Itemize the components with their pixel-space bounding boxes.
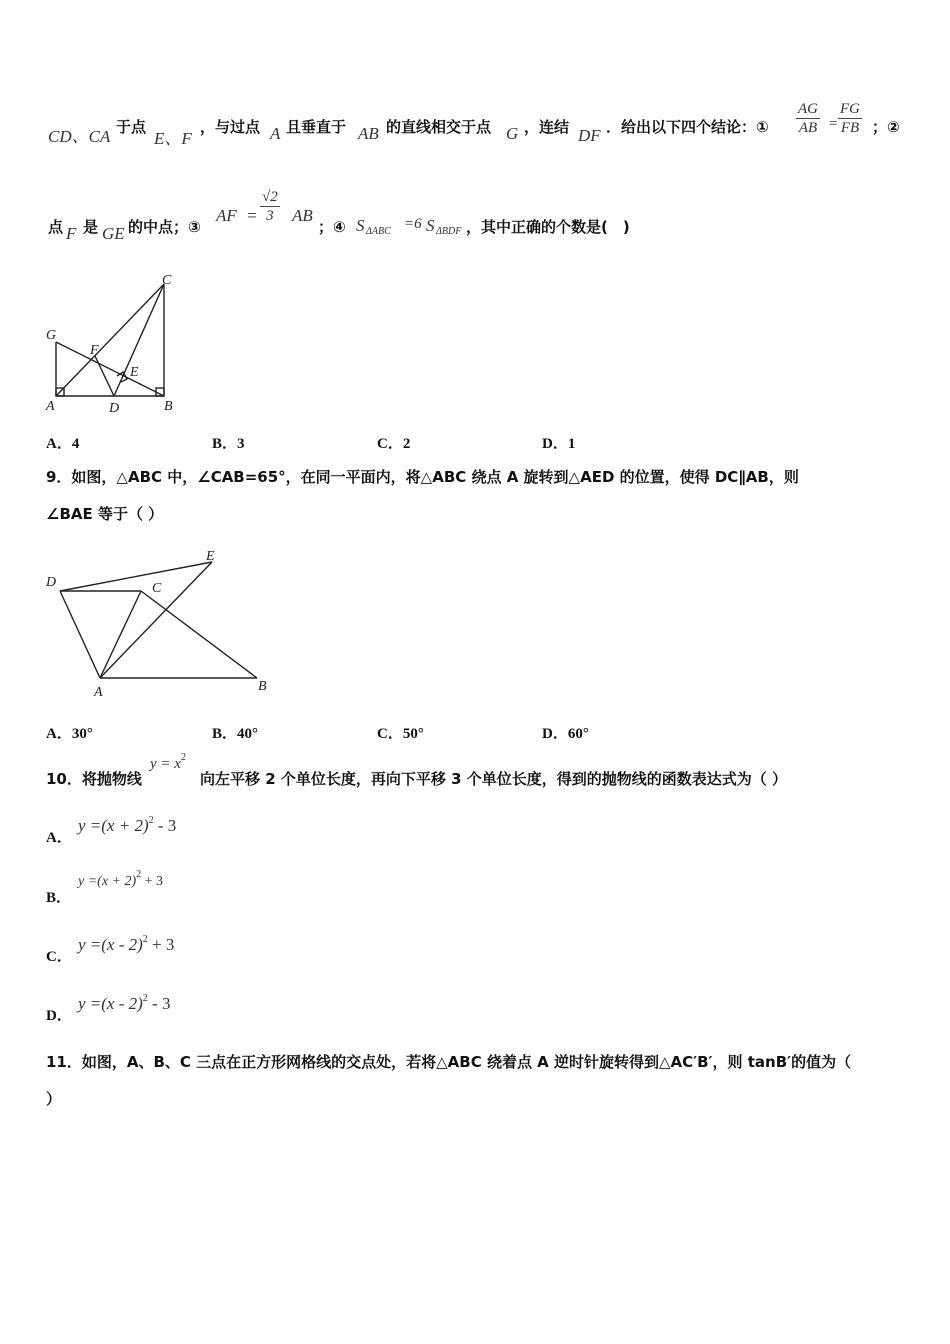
q8-two: ；② (872, 118, 900, 136)
q8-af: AF (216, 206, 237, 225)
q10-option-b-letter: B． (46, 890, 72, 906)
q8-zhixian: 的直线相交于点 (386, 118, 492, 136)
q10-option-a-letter: A． (46, 830, 72, 846)
q11-stem-line1: 11．如图，A、B、C 三点在正方形网格线的交点处，若将△ABC 绕着点 A 逆时针旋转得到△AC′B′，则 tanB′的值为（ (46, 1053, 852, 1071)
q8-frac-sqrt2-3: $\frac{√2}{3}$ (262, 189, 278, 224)
q8-option-b[interactable]: B．3 (212, 436, 245, 452)
q8-sub1: ΔABC (366, 226, 391, 237)
q9-figure (40, 542, 280, 702)
q8-label-b: B (164, 399, 173, 412)
q9-label-e: E (206, 549, 215, 564)
q9-option-a[interactable]: A．30° (46, 726, 93, 742)
q8-figure (40, 272, 190, 412)
q8-dian: 点 (48, 218, 64, 236)
q8-lianjie: ，连结 (524, 118, 570, 136)
q8-cdca: CD、CA (48, 127, 111, 146)
q8-frac-fg-fb: $\frac{FG}{FB}$ (840, 101, 860, 136)
q8-option-c[interactable]: C．2 (377, 436, 411, 452)
q8-f: F (66, 224, 77, 243)
q10-formula: $y = x^2$ (150, 752, 186, 772)
q8-ge: GE (102, 224, 125, 243)
q8-label-a: A (46, 399, 55, 412)
q9-option-d[interactable]: D．60° (542, 726, 589, 742)
q8-seg-ac (56, 284, 164, 396)
q8-label-g: G (46, 328, 57, 343)
q9-option-b[interactable]: B．40° (212, 726, 259, 742)
q8-ab: AB (358, 124, 379, 143)
q9-seg-ca (100, 591, 141, 678)
q8-option-d[interactable]: D．1 (542, 436, 576, 452)
q9-option-c[interactable]: C．50° (377, 726, 424, 742)
q8-label-c: C (162, 273, 172, 288)
q10-option-d-expr: y =(x - 2)$^2$ - 3 (78, 993, 171, 1013)
q9-stem-line2: ∠BAE 等于（ ） (46, 505, 164, 523)
q11-stem-line2: ） (46, 1090, 62, 1108)
q8-s1: S (356, 216, 365, 235)
q10-option-d-letter: D． (46, 1008, 72, 1024)
q8-frac-ag-ab: $\frac{AG}{AB}$ (798, 101, 818, 136)
q10-option-a-expr: $y =(x + 2)^2 - 3$ (78, 815, 177, 835)
q8-option-a[interactable]: A．4 (46, 436, 80, 452)
q8-frac-eq: = (828, 116, 839, 132)
q8-jielun: ．给出以下四个结论：① (606, 118, 769, 136)
q9-stem-line1: 9．如图，△ABC 中，∠CAB=65°，在同一平面内，将△ABC 绕点 A 旋转到△AED 的位置，使得 DC∥AB，则 (46, 468, 799, 486)
q9-label-d: D (46, 575, 57, 590)
q9-label-c: C (152, 581, 162, 596)
q8-ab2: AB (292, 206, 313, 225)
q9-seg-ea (100, 562, 212, 678)
q8-s2: S (426, 216, 435, 235)
q9-label-a: A (94, 685, 103, 700)
q8-seg-df (95, 356, 114, 396)
q8-yudian: 于点 (116, 118, 147, 136)
q8-a: A (270, 124, 281, 143)
q10-option-b-expr: $y =(x + 2)^2 + 3$ (78, 869, 164, 889)
q8-end: ，其中正确的个数是( ) (466, 218, 630, 236)
q8-eq6: =6 (404, 216, 422, 232)
q8-label-f: F (90, 343, 99, 358)
q8-label-e: E (130, 365, 139, 380)
q8-zhongdian: 的中点；③ (128, 218, 201, 236)
q8-seg-cd (114, 284, 164, 396)
q8-label-d: D (109, 401, 120, 412)
q8-g: G (506, 124, 519, 143)
q8-qiechuizhi: 且垂直于 (286, 118, 347, 136)
q8-four: ；④ (318, 218, 346, 236)
q8-yuguodian: ，与过点 (200, 118, 261, 136)
q9-seg-de (60, 562, 212, 591)
q9-label-b: B (258, 679, 267, 694)
q9-seg-da (60, 591, 100, 678)
q10-post: 向左平移 2 个单位长度，再向下平移 3 个单位长度，得到的抛物线的函数表达式为（ ） (200, 770, 787, 788)
q8-sub2: ΔBDF (436, 226, 462, 237)
q8-shi: 是 (83, 218, 99, 236)
q10-pre: 10．将抛物线 (46, 770, 142, 788)
q8-ef: E、F (154, 129, 192, 148)
q10-option-c-letter: C． (46, 949, 72, 965)
q9-seg-cb (141, 591, 257, 678)
q8-df: DF (578, 126, 601, 145)
q10-option-c-expr: y =(x - 2)$^2$ + 3 (78, 934, 175, 954)
q8-af-eq: = (246, 206, 258, 225)
